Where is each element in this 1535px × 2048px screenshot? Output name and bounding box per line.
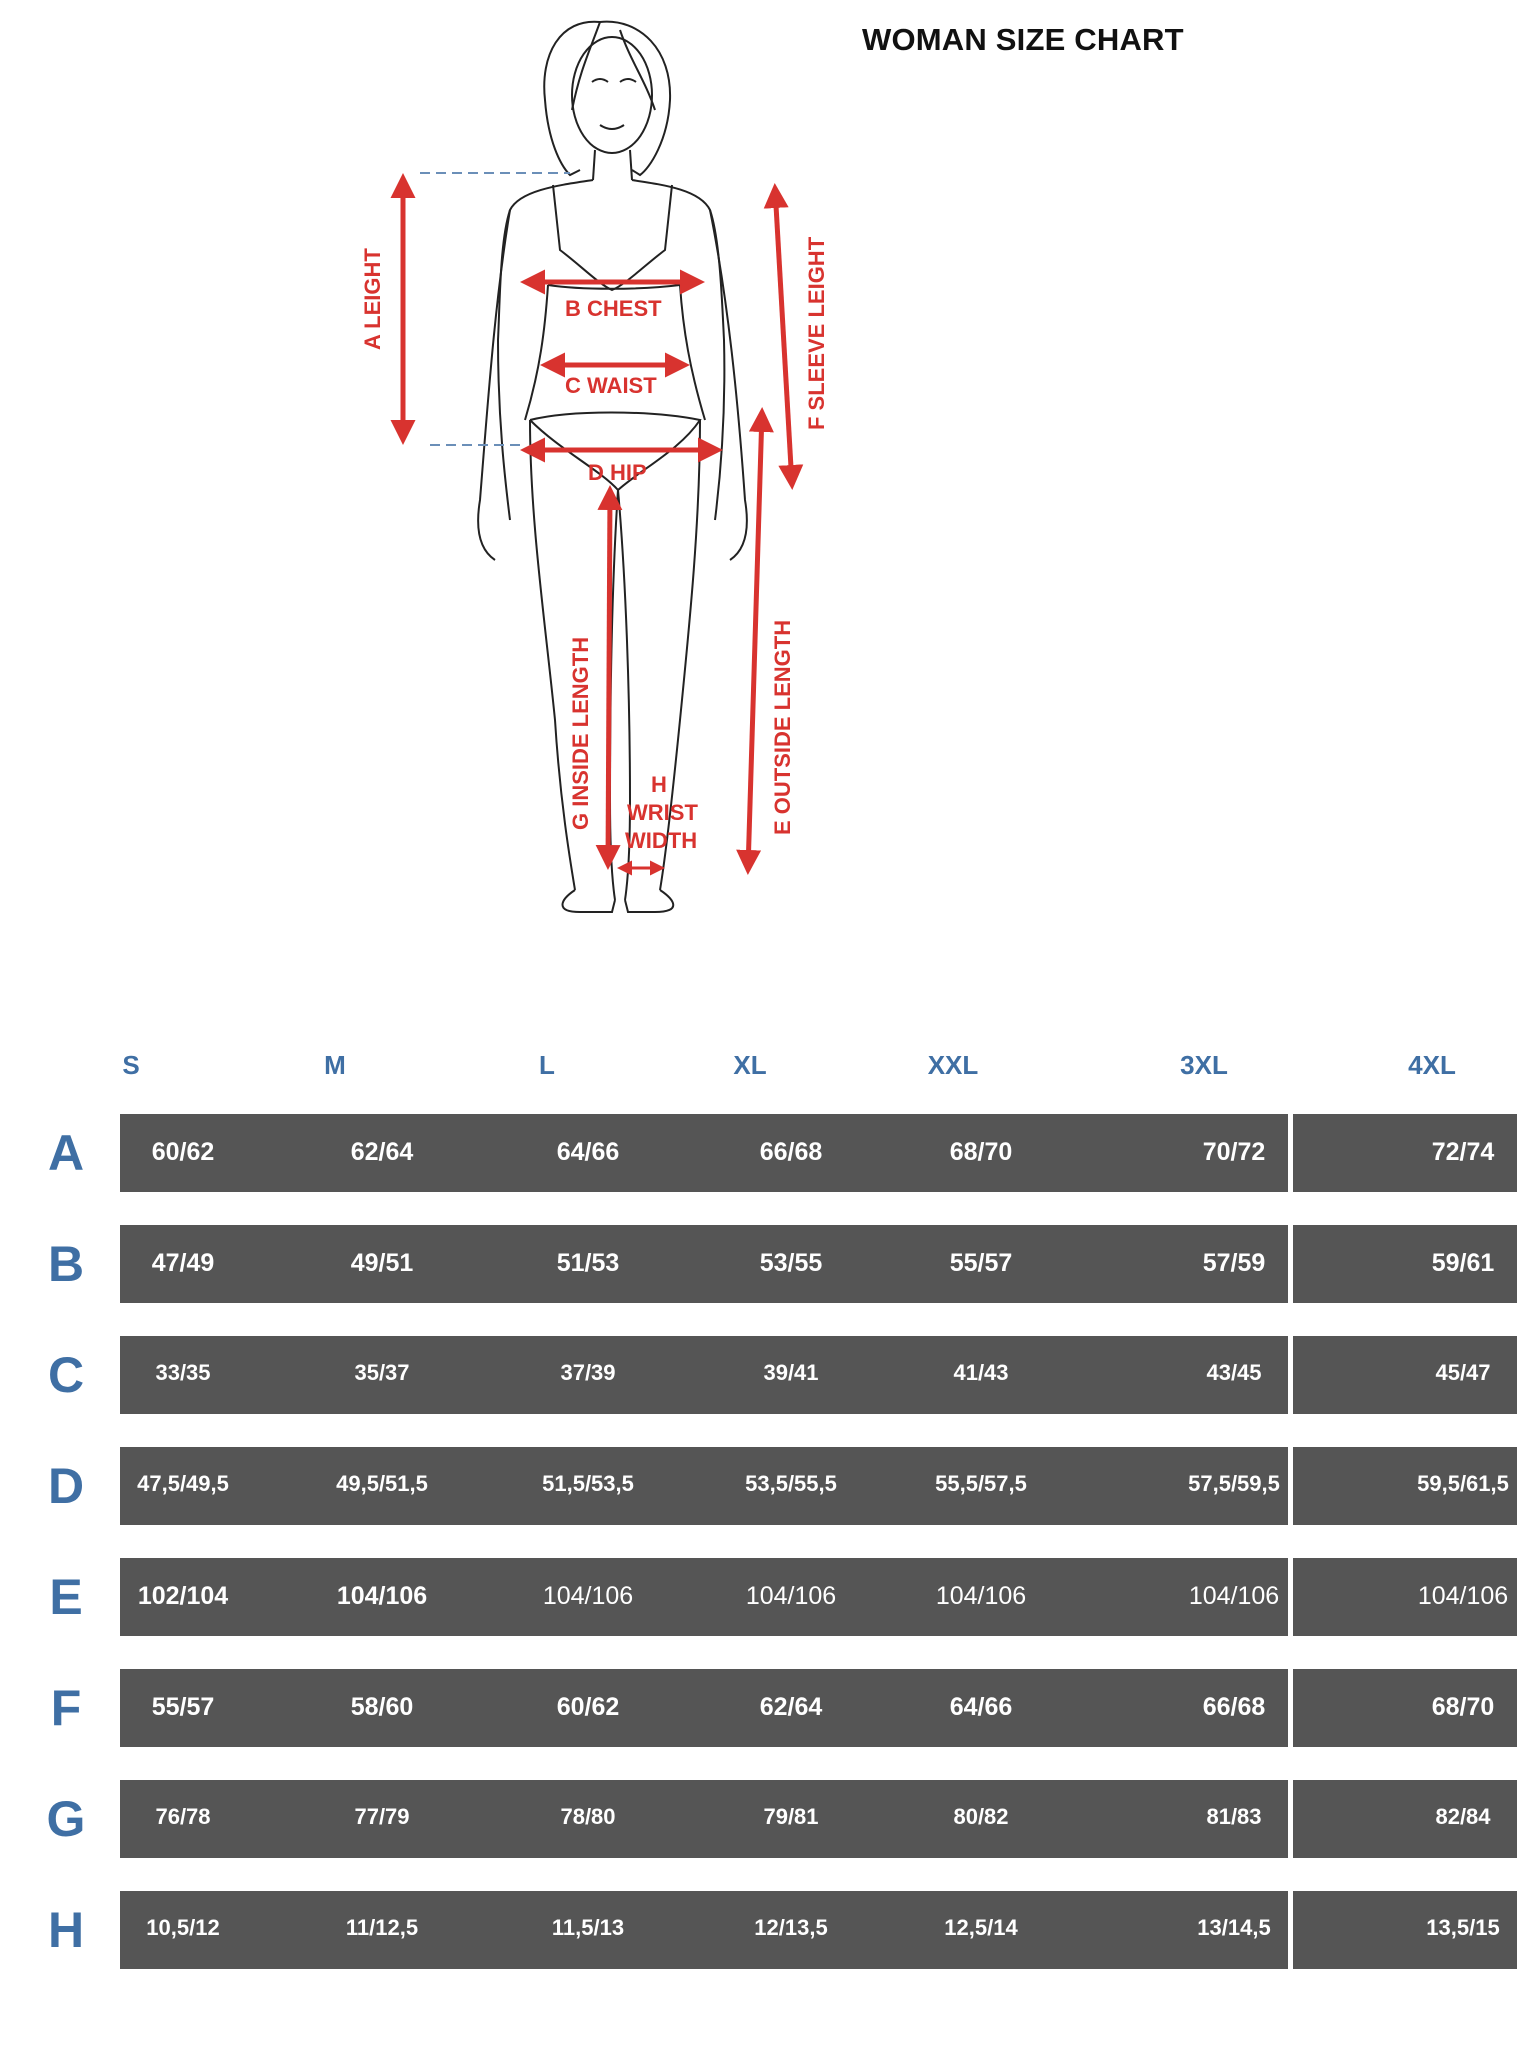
table-cell: 11,5/13	[551, 1915, 625, 1940]
table-cell: 76/78	[155, 1804, 211, 1829]
table-cell: 53,5/55,5	[745, 1471, 837, 1496]
row-bar	[120, 1780, 1288, 1858]
label-e: E OUTSIDE LENGTH	[770, 619, 795, 835]
table-cell: 51/53	[556, 1249, 620, 1277]
size-header-l: L	[539, 1050, 555, 1080]
table-cell: 104/106	[542, 1582, 634, 1610]
arrow-e	[748, 412, 762, 870]
table-cell: 104/106	[1417, 1582, 1509, 1610]
row-bar	[120, 1447, 1288, 1525]
size-header-3xl: 3XL	[1180, 1050, 1228, 1080]
table-cell: 35/37	[354, 1360, 410, 1385]
label-h-3: WIDTH	[625, 828, 698, 853]
table-cell: 49,5/51,5	[336, 1471, 428, 1496]
table-cell: 47/49	[151, 1249, 215, 1277]
table-cell: 12,5/14	[944, 1915, 1018, 1940]
table-cell: 62/64	[759, 1693, 823, 1721]
row-label-d: D	[47, 1458, 85, 1514]
label-c: C WAIST	[565, 373, 657, 398]
row-label-h: H	[47, 1902, 85, 1958]
table-cell: 68/70	[949, 1138, 1013, 1166]
table-cell: 104/106	[935, 1582, 1027, 1610]
label-b: B CHEST	[565, 296, 662, 321]
table-cell: 37/39	[560, 1360, 616, 1385]
table-cell: 72/74	[1431, 1138, 1495, 1166]
table-cell: 82/84	[1435, 1804, 1491, 1829]
table-cell: 51,5/53,5	[542, 1471, 634, 1496]
row-bar	[120, 1225, 1288, 1303]
table-cell: 80/82	[953, 1804, 1009, 1829]
table-cell: 55/57	[151, 1693, 215, 1721]
table-cell: 60/62	[151, 1138, 215, 1166]
label-h-1: H	[651, 772, 667, 797]
table-cell: 41/43	[953, 1360, 1009, 1385]
table-cell: 104/106	[336, 1582, 428, 1610]
table-cell: 11/12,5	[345, 1915, 419, 1940]
table-cell: 49/51	[350, 1249, 414, 1277]
size-header-xxl: XXL	[927, 1050, 979, 1080]
table-cell: 13/14,5	[1197, 1915, 1271, 1940]
table-cell: 64/66	[556, 1138, 620, 1166]
row-label-g: G	[46, 1791, 86, 1847]
row-label-b: B	[47, 1236, 85, 1292]
table-cell: 55/57	[949, 1249, 1013, 1277]
table-cell: 104/106	[1188, 1582, 1280, 1610]
table-cell: 66/68	[1202, 1693, 1266, 1721]
table-cell: 57,5/59,5	[1188, 1471, 1280, 1496]
size-header-s: S	[122, 1050, 140, 1080]
table-cell: 13,5/15	[1426, 1915, 1500, 1940]
arrow-g	[608, 490, 610, 865]
label-d: D HIP	[588, 460, 647, 485]
table-cell: 68/70	[1431, 1693, 1495, 1721]
table-cell: 47,5/49,5	[137, 1471, 229, 1496]
table-cell: 43/45	[1206, 1360, 1262, 1385]
row-label-f: F	[50, 1680, 82, 1736]
table-cell: 59/61	[1431, 1249, 1495, 1277]
table-cell: 77/79	[354, 1804, 410, 1829]
table-cell: 55,5/57,5	[935, 1471, 1027, 1496]
table-cell: 66/68	[759, 1138, 823, 1166]
label-h-2: WRIST	[627, 800, 698, 825]
label-f: F SLEEVE LEIGHT	[804, 236, 829, 430]
row-bar	[120, 1669, 1288, 1747]
row-bar	[120, 1336, 1288, 1414]
label-g: G INSIDE LENGTH	[568, 636, 593, 830]
row-bar	[120, 1891, 1288, 1969]
table-cell: 45/47	[1435, 1360, 1491, 1385]
table-cell: 64/66	[949, 1693, 1013, 1721]
size-header-xl: XL	[733, 1050, 767, 1080]
size-header-4xl: 4XL	[1408, 1050, 1456, 1080]
table-cell: 39/41	[763, 1360, 819, 1385]
table-cell: 33/35	[155, 1360, 211, 1385]
table-cell: 81/83	[1206, 1804, 1262, 1829]
table-cell: 79/81	[763, 1804, 819, 1829]
row-bar	[120, 1558, 1288, 1636]
table-cell: 104/106	[745, 1582, 837, 1610]
row-label-e: E	[49, 1569, 83, 1625]
size-header-m: M	[324, 1050, 346, 1080]
table-cell: 62/64	[350, 1138, 414, 1166]
table-cell: 53/55	[759, 1249, 823, 1277]
table-cell: 10,5/12	[146, 1915, 220, 1940]
table-cell: 70/72	[1202, 1138, 1266, 1166]
table-cell: 58/60	[350, 1693, 414, 1721]
label-a: A LEIGHT	[360, 248, 385, 350]
table-cell: 78/80	[560, 1804, 616, 1829]
table-cell: 59,5/61,5	[1417, 1471, 1509, 1496]
row-label-c: C	[47, 1347, 85, 1403]
body-measurement-figure	[340, 10, 880, 930]
table-cell: 57/59	[1202, 1249, 1266, 1277]
table-cell: 12/13,5	[754, 1915, 828, 1940]
table-cell: 102/104	[137, 1582, 229, 1610]
row-label-a: A	[47, 1125, 85, 1181]
chart-title: WOMAN SIZE CHART	[862, 22, 1184, 57]
arrow-f	[775, 188, 792, 485]
row-bar	[120, 1114, 1288, 1192]
table-cell: 60/62	[556, 1693, 620, 1721]
